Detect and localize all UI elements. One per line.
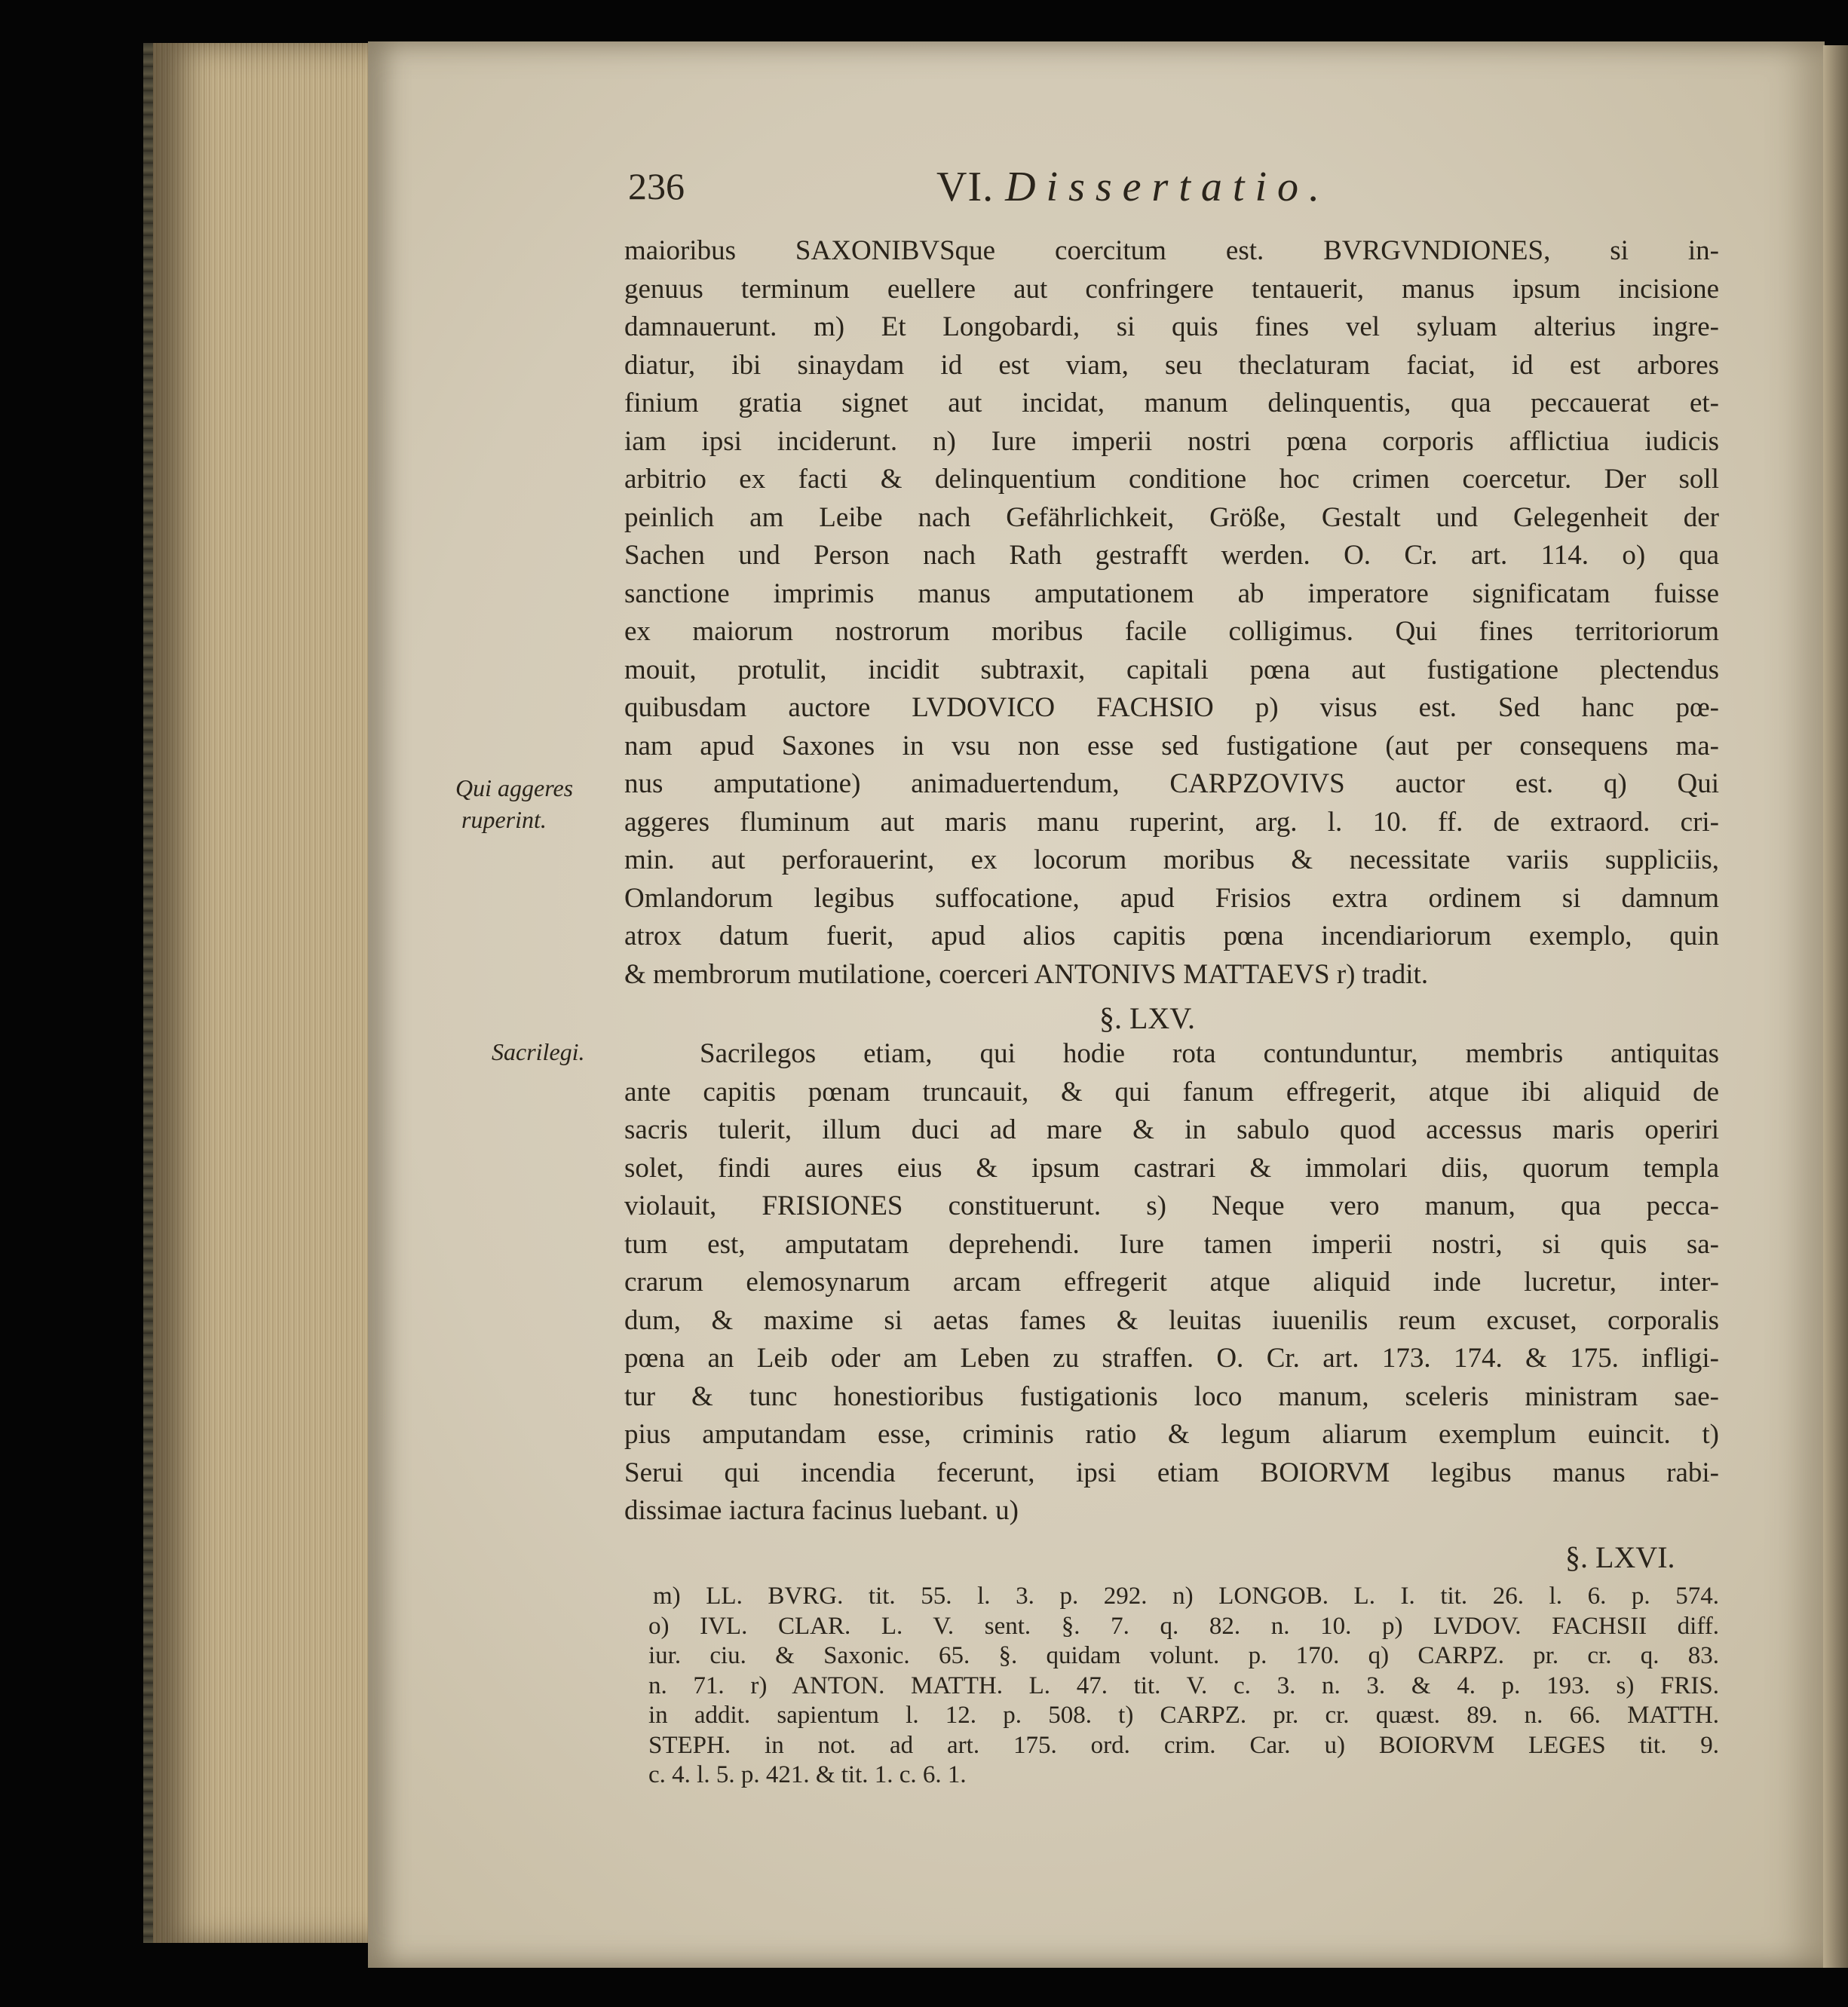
text-line: min. aut perforauerint, ex locorum moribus & necessitate variis suppliciis,: [624, 844, 1719, 875]
text-line: solet, findi aures eius & ipsum castrari & immolari diis, quorum templa: [624, 1152, 1719, 1184]
text-line: ex maiorum nostrorum moribus facile colligimus. Qui fines territoriorum: [624, 616, 1719, 647]
text-line: finium gratia signet aut incidat, manum delinquentis, qua peccauerat et-: [624, 388, 1719, 418]
margin-note-aggeres: Qui aggeres ruperint.: [455, 774, 574, 833]
text-line: peinlich am Leibe nach Gefährlichkeit, Größe, Gestalt und Gelegenheit der: [624, 501, 1719, 533]
text-line: ante capitis pœnam truncauit, & qui fanum effregerit, atque ibi aliquid de: [624, 1076, 1719, 1108]
text-line: Omlandorum legibus suffocatione, apud Frisios extra ordinem si damnum: [624, 882, 1719, 914]
text-line: maioribus SAXONIBVSque coercitum est. BVRGVNDIONES, si in-: [624, 235, 1719, 266]
footnote-line: n. 71. r) ANTON. MATTH. L. 47. tit. V. c. 3. n. 3. & 4. p. 193. s) FRIS.: [648, 1671, 1719, 1699]
book-gutter: [1823, 45, 1848, 1968]
title-word: Dissertatio.: [1005, 164, 1331, 210]
page-number: 236: [628, 165, 685, 207]
text-line: sacris tulerit, illum duci ad mare & in sabulo quod accessus maris operiri: [624, 1114, 1719, 1145]
footnote-line: STEPH. in not. ad art. 175. ord. crim. Car. u) BOIORVM LEGES tit. 9.: [648, 1731, 1719, 1759]
text-line: genuus terminum euellere aut confringere tentauerit, manus ipsum incisione: [624, 273, 1719, 305]
footnote-line: c. 4. l. 5. p. 421. & tit. 1. c. 6. 1.: [648, 1761, 967, 1788]
text-line: nam apud Saxones in vsu non esse sed fustigatione (aut per consequens ma-: [624, 730, 1719, 761]
text-line: tur & tunc honestioribus fustigationis loco manum, sceleris ministram sae-: [624, 1380, 1719, 1412]
title-prefix: VI.: [936, 164, 994, 210]
text-line: Sachen und Person nach Rath gestrafft werden. O. Cr. art. 114. o) qua: [624, 540, 1719, 571]
text-line: Sacrilegos etiam, qui hodie rota contunduntur, membris antiquitas: [700, 1038, 1719, 1069]
margin-note-sacrilegi: Sacrilegi.: [492, 1038, 585, 1065]
text-line: atrox datum fuerit, apud alios capitis pœna incendiariorum exemplo, quin: [624, 921, 1719, 951]
footnote-line: in addit. sapientum l. 12. p. 508. t) CARPZ. pr. cr. quæst. 89. n. 66. MATTH.: [648, 1702, 1719, 1729]
text-line: violauit, FRISIONES constituerunt. s) Neque vero manum, qua pecca-: [624, 1190, 1719, 1221]
footnote-line: m) LL. BVRG. tit. 55. l. 3. p. 292. n) LONGOB. L. I. tit. 26. l. 6. p. 574.: [653, 1583, 1719, 1610]
text-line: dum, & maxime si aetas fames & leuitas iuuenilis reum excuset, corporalis: [624, 1304, 1719, 1336]
text-line: crarum elemosynarum arcam effregerit atque aliquid inde lucretur, inter-: [624, 1267, 1719, 1298]
text-line: nus amputatione) animaduertendum, CARPZOVIVS auctor est. q) Qui: [624, 768, 1719, 799]
running-title: [936, 166, 1427, 208]
page-edges: [153, 43, 372, 1943]
footnote-line: o) IVL. CLAR. L. V. sent. §. 7. q. 82. n. 10. p) LVDOV. FACHSII diff.: [648, 1612, 1719, 1640]
text-line: quibusdam auctore LVDOVICO FACHSIO p) visus est. Sed hanc pœ-: [624, 692, 1719, 723]
footnote-line: iur. ciu. & Saxonic. 65. §. quidam volunt. p. 170. q) CARPZ. pr. cr. q. 83.: [648, 1642, 1719, 1669]
text-line: iam ipsi inciderunt. n) Iure imperii nostri pœna corporis afflictiua iudicis: [624, 425, 1719, 457]
text-line: & membrorum mutilatione, coerceri ANTONIVS MATTAEVS r) tradit.: [624, 958, 1429, 990]
text-line: dissimae iactura facinus luebant. u): [624, 1495, 1019, 1526]
text-line: diatur, ibi sinaydam id est viam, seu theclaturam faciat, id est arbores: [624, 349, 1719, 381]
text-line: arbitrio ex facti & delinquentium conditione hoc crimen coercetur. Der soll: [624, 464, 1719, 495]
text-line: damnauerunt. m) Et Longobardi, si quis fines vel syluam alterius ingre-: [624, 311, 1719, 342]
text-line: tum est, amputatam deprehendi. Iure tamen imperii nostri, si quis sa-: [624, 1228, 1719, 1260]
text-line: aggeres fluminum aut maris manu ruperint, arg. l. 10. ff. de extraord. cri-: [624, 806, 1719, 838]
section-heading-65: §. LXV.: [1099, 1001, 1196, 1035]
catchword: §. LXVI.: [1565, 1540, 1675, 1574]
text-line: mouit, protulit, incidit subtraxit, capitali pœna aut fustigatione plectendus: [624, 654, 1719, 685]
text-line: Serui qui incendia fecerunt, ipsi etiam BOIORVM legibus manus rabi-: [624, 1457, 1719, 1488]
text-line: pœna an Leib oder am Leben zu straffen. O. Cr. art. 173. 174. & 175. infligi-: [624, 1343, 1719, 1374]
text-line: pius amputandam esse, criminis ratio & legum aliarum exemplum euincit. t): [624, 1419, 1719, 1450]
text-line: sanctione imprimis manus amputationem ab imperatore significatam fuisse: [624, 578, 1719, 609]
